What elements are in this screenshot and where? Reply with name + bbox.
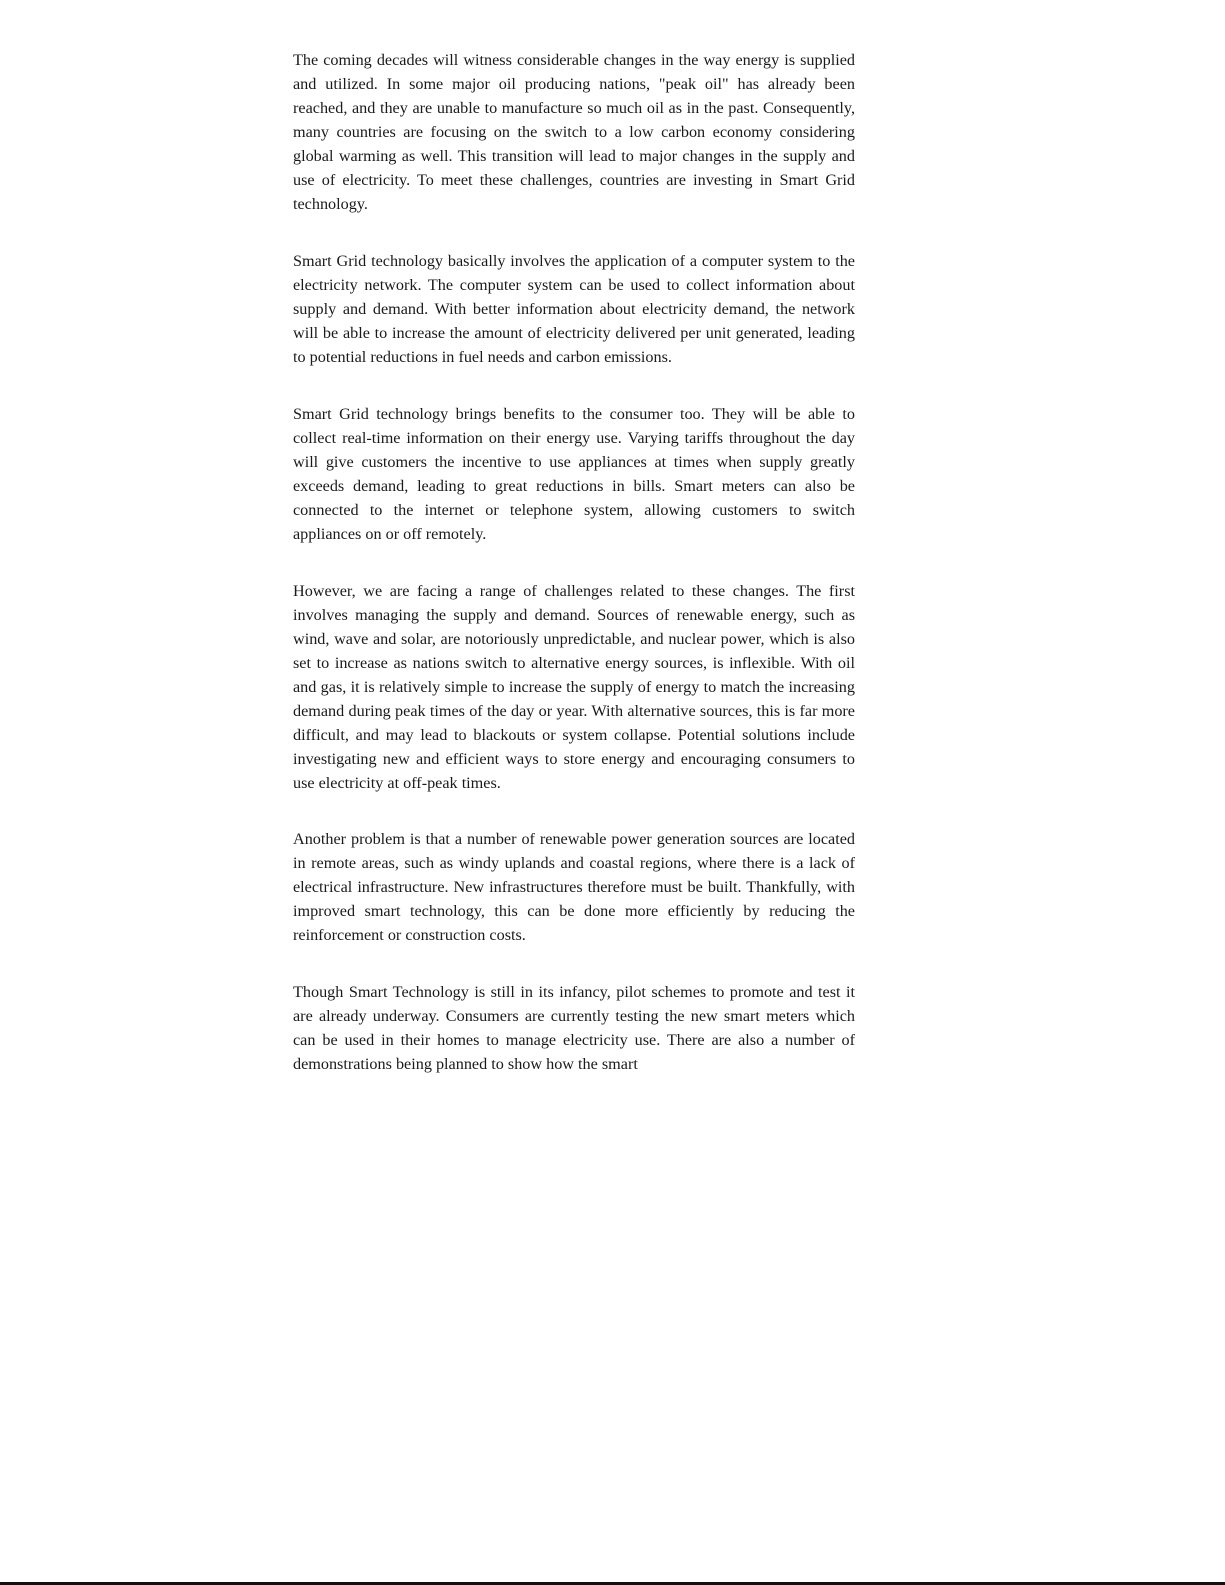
paragraph-6: Though Smart Technology is still in its infancy, pilot schemes to promote and test it are already underway. Consumers are currently testing the new smart meters which can be used in their homes to manage electricity use. There are also a number of demonstrations being planned to show how the smart <box>293 983 855 1073</box>
paragraph-3: Smart Grid technology brings benefits to the consumer too. They will be able to collect real-time information on their energy use. Varying tariffs throughout the day will give customers the incentive to use appliances at times when supply greatly exceeds demand, leading to great reductions in bills. Smart meters can also be connected to the internet or telephone system, allowing customers to switch appliances on or off remotely. <box>293 405 855 543</box>
paragraph-5: Another problem is that a number of renewable power generation sources are located in remote areas, such as windy uplands and coastal regions, where there is a lack of electrical infrastructure. New infrastructures therefore must be built. Thankfully, with improved smart technology, this can be done more efficiently by reducing the reinforcement or construction costs. <box>293 830 855 944</box>
paragraph-4: However, we are facing a range of challenges related to these changes. The first involves managing the supply and demand. Sources of renewable energy, such as wind, wave and solar, are notoriously unpredictable, and nuclear power, which is also set to increase as nations switch to alternative energy sources, is inflexible. With oil and gas, it is relatively simple to increase the supply of energy to match the increasing demand during peak times of the day or year. With alternative sources, this is far more difficult, and may lead to blackouts or system collapse. Potential solutions include investigating new and efficient ways to store energy and encouraging consumers to use electricity at off-peak times. <box>293 582 855 792</box>
paragraph-2: Smart Grid technology basically involves the application of a computer system to the electricity network. The computer system can be used to collect information about supply and demand. With better information about electricity demand, the network will be able to increase the amount of electricity delivered per unit generated, leading to potential reductions in fuel needs and carbon emissions. <box>293 252 855 366</box>
article-body <box>293 48 855 1109</box>
paragraph-1: The coming decades will witness considerable changes in the way energy is supplied and utilized. In some major oil producing nations, "peak oil" has already been reached, and they are unable to manufacture so much oil as in the past. Consequently, many countries are focusing on the switch to a low carbon economy considering global warming as well. This transition will lead to major changes in the supply and use of electricity. To meet these challenges, countries are investing in Smart Grid technology. <box>293 51 855 213</box>
